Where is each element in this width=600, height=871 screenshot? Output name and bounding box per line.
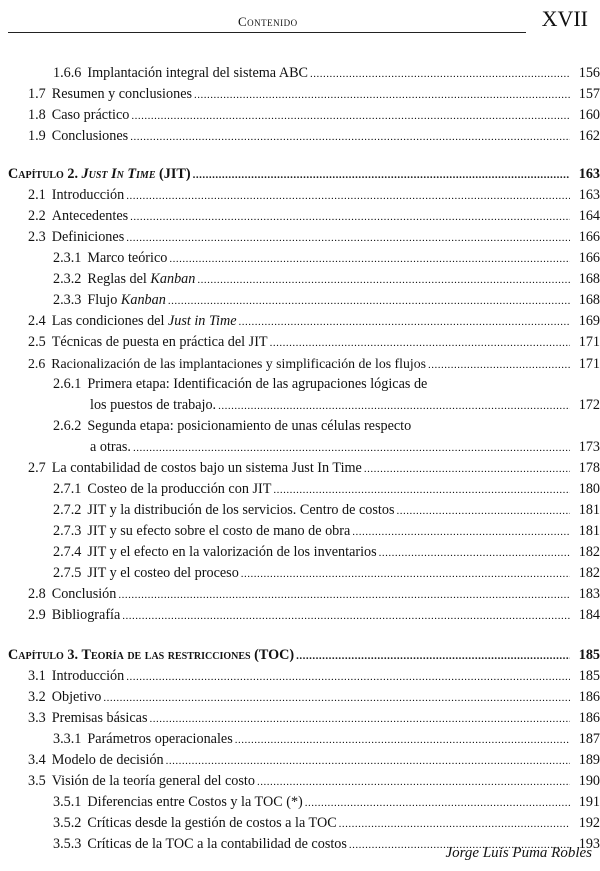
- toc-entry: 2.9 Bibliografía ..... 184: [0, 605, 600, 626]
- toc-entry: 2.2 Antecedentes ..... 164: [0, 206, 600, 227]
- toc-entry-continuation: a otras. ..... 173: [0, 437, 600, 458]
- toc-entry: 2.6.1 Primera etapa: Identificación de las agrupaciones lógicas de: [53, 376, 428, 392]
- page-header: [8, 6, 588, 34]
- toc-entry: 2.5 Técnicas de puesta en práctica del JIT ..... 171: [0, 332, 600, 353]
- toc-entry: 2.6.2 Segunda etapa: posicionamiento de unas células respecto: [53, 418, 412, 434]
- toc-entry: 3.1 Introducción ..... 185: [0, 666, 600, 687]
- toc-entry: 2.3.3 Flujo Kanban ..... 168: [0, 290, 600, 311]
- toc-entry: 1.9 Conclusiones ..... 162: [0, 126, 600, 147]
- toc-entry: 1.7 Resumen y conclusiones ..... 157: [0, 84, 600, 105]
- toc-entry: 2.1 Introducción ..... 163: [0, 185, 600, 206]
- toc-entry: 2.6 Racionalización de las implantaciones y simplificación de los flujos ..... 171: [0, 353, 600, 374]
- toc-chapter: Capítulo 3. Teoría de las restricciones (TOC) ..... 185: [0, 645, 600, 666]
- author-footer: Jorge Luis Puma Robles: [445, 845, 592, 861]
- header-rule: [8, 32, 526, 33]
- toc-entry: 3.5.2 Críticas desde la gestión de costos a la TOC ..... 192: [0, 813, 600, 834]
- toc-entry: 3.3 Premisas básicas ..... 186: [0, 708, 600, 729]
- toc-entry: 1.8 Caso práctico ..... 160: [0, 105, 600, 126]
- toc-entry: 2.3 Definiciones ..... 166: [0, 227, 600, 248]
- toc-entry-continuation: los puestos de trabajo. ..... 172: [0, 395, 600, 416]
- toc-entry: 2.7.2 JIT y la distribución de los servicios. Centro de costos ..... 181: [0, 500, 600, 521]
- page-number: XVII: [541, 6, 588, 31]
- toc-entry: 3.5.3 Críticas de la TOC a la contabilidad de costos ..... 193: [0, 834, 600, 855]
- toc-entry: 2.7.5 JIT y el costeo del proceso ..... 182: [0, 563, 600, 584]
- toc-entry: 2.8 Conclusión ..... 183: [0, 584, 600, 605]
- toc-entry: 1.6.6 Implantación integral del sistema ABC ..... 156: [0, 63, 600, 84]
- toc-entry: 3.5 Visión de la teoría general del costo ..... 190: [0, 771, 600, 792]
- toc-entry: 2.3.1 Marco teórico ..... 166: [0, 248, 600, 269]
- toc-entry: 3.5.1 Diferencias entre Costos y la TOC (*) ..... 191: [0, 792, 600, 813]
- toc-entry: 3.4 Modelo de decisión ..... 189: [0, 750, 600, 771]
- toc-entry: 2.7.3 JIT y su efecto sobre el costo de mano de obra ..... 181: [0, 521, 600, 542]
- toc-entry: 2.7.1 Costeo de la producción con JIT ..... 180: [0, 479, 600, 500]
- toc-entry: 2.7 La contabilidad de costos bajo un sistema Just In Time ..... 178: [0, 458, 600, 479]
- toc-entry: 3.3.1 Parámetros operacionales ..... 187: [0, 729, 600, 750]
- toc-entry: 2.7.4 JIT y el efecto en la valorización de los inventarios ..... 182: [0, 542, 600, 563]
- toc-chapter: Capítulo 2. Just In Time (JIT) ..... 163: [0, 164, 600, 185]
- toc-entry: 3.2 Objetivo ..... 186: [0, 687, 600, 708]
- toc-entry: 2.4 Las condiciones del Just in Time ..... 169: [0, 311, 600, 332]
- running-title: Contenido: [238, 14, 298, 29]
- toc-entry: 2.3.2 Reglas del Kanban ..... 168: [0, 269, 600, 290]
